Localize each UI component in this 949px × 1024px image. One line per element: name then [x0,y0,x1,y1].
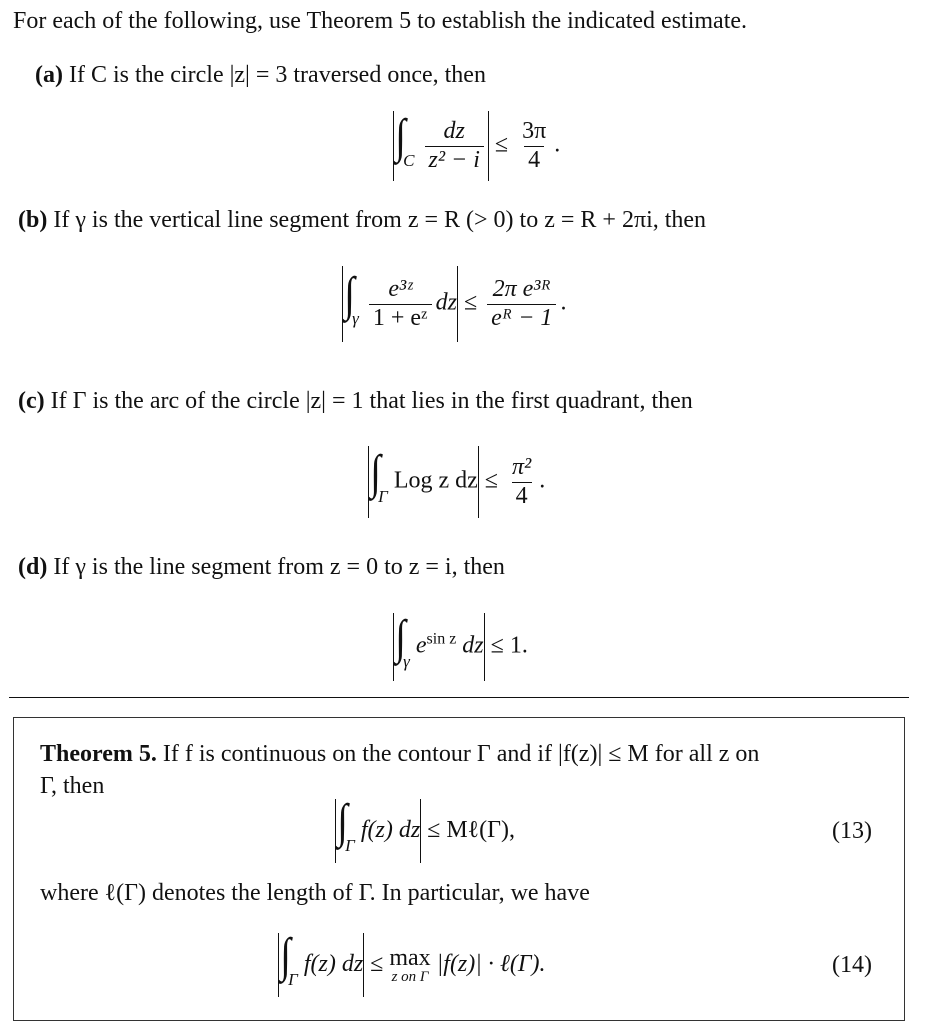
integrand-numerator: e³ᶻ [388,275,413,302]
bound-numerator: 3π [522,117,547,144]
item-b-label: (b) [18,207,48,233]
theorem-title: Theorem 5. [40,741,157,767]
integrand-denominator: z² − i [425,146,484,175]
rhs: |f(z)| · ℓ(Γ). [436,951,546,977]
bound-denominator: 4 [524,146,544,175]
equation-14 [278,929,546,997]
integral-subscript: γ [352,308,359,328]
item-d-text: If γ is the line segment from z = 0 to z = i, then [53,554,505,580]
item-d-label: (d) [18,554,48,580]
theorem-line1 [40,741,759,768]
end-punct: . [539,467,546,494]
integral-subscript: Γ [378,486,388,506]
equation-a [393,111,560,181]
integrand-base: e [415,632,427,659]
equation-number-13: (13) [832,818,872,844]
item-b-text: If γ is the vertical line segment from z = R (> 0) to z = R + 2πi, then [53,207,707,233]
theorem-statement-line1: If f is continuous on the contour Γ and if |f(z)| ≤ M for all z on [162,741,760,767]
integral-sign: ∫ [395,109,406,163]
equation-number-14: (14) [832,952,872,978]
integral-sign: ∫ [370,445,381,499]
integral-subscript: γ [403,651,410,671]
integrand-denominator: 1 + eᶻ [369,304,432,333]
integral-sign: ∫ [280,929,291,982]
differential: dz [435,289,457,316]
integral-subscript: Γ [288,970,298,989]
equation-13 [335,795,516,863]
integral-subscript: C [403,150,415,170]
integrand-exponent: sin z [426,630,457,648]
equation-b [342,266,566,342]
bound-numerator: π² [511,453,532,480]
theorem-statement-line2: Γ, then [40,773,105,799]
integral-sign: ∫ [337,795,348,848]
integral-sign: ∫ [395,610,406,664]
separator-rule [9,697,909,698]
item-c [18,388,693,415]
item-b [18,207,706,234]
integrand: f(z) dz [360,817,421,843]
integral-sign: ∫ [344,267,355,321]
relation: ≤ 1. [490,632,528,659]
relation: ≤ [484,467,498,494]
integrand: f(z) dz [303,951,364,977]
max-subscript: z on Γ [391,968,429,985]
item-a-label: (a) [35,62,63,88]
relation: ≤ [494,131,509,158]
intro-text: For each of the following, use Theorem 5 to establish the indicated estimate. [13,8,748,34]
item-c-text: If Γ is the arc of the circle |z| = 1 that lies in the first quadrant, then [50,388,693,414]
relation: ≤ [370,951,384,977]
integrand-tail: dz [462,632,484,659]
integrand-numerator: dz [443,117,465,144]
equation-d [393,610,528,681]
item-a-text: If C is the circle |z| = 3 traversed once, then [68,62,486,88]
relation: ≤ [463,289,478,316]
theorem-where-text: where ℓ(Γ) denotes the length of Γ. In particular, we have [40,880,590,906]
end-punct: . [560,289,567,316]
integrand: Log z dz [393,467,478,494]
integral-subscript: Γ [345,836,355,855]
item-a [35,62,486,89]
end-punct: . [554,131,561,158]
item-c-label: (c) [18,388,45,414]
equation-c [368,446,545,518]
bound-numerator: 2π e³ᴿ [492,275,551,302]
bound-denominator: 4 [512,482,532,511]
max-operator: max [389,944,431,971]
rhs: ≤ Mℓ(Γ), [427,817,516,843]
item-d [18,554,505,581]
bound-denominator: eᴿ − 1 [487,304,556,333]
